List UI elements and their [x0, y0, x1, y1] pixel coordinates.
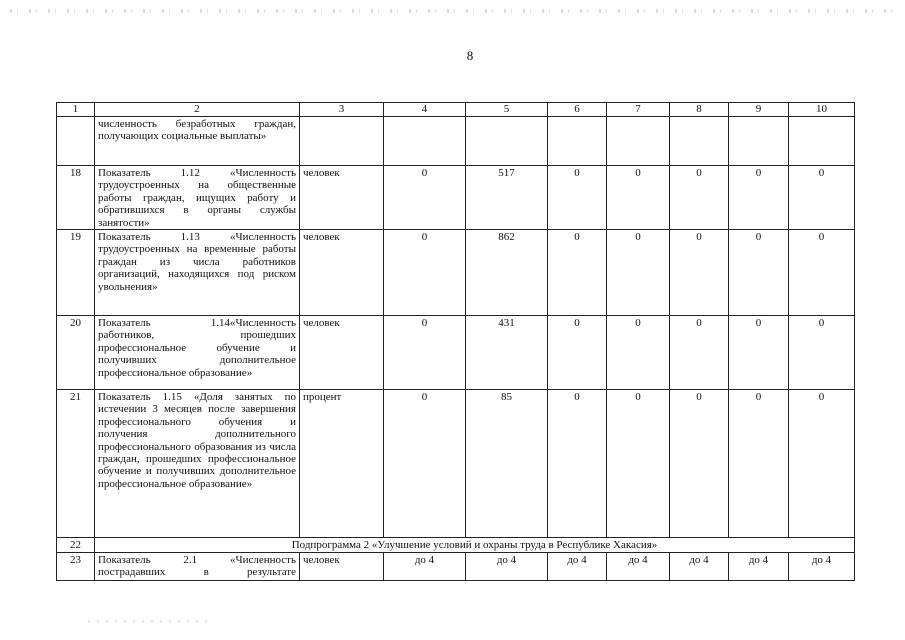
- value-cell: 0: [548, 316, 607, 390]
- value-cell: 0: [548, 166, 607, 230]
- value-cell: [607, 117, 670, 166]
- value-cell: 0: [607, 390, 670, 538]
- value-cell: до 4: [466, 553, 548, 581]
- header-cell: 4: [384, 103, 466, 117]
- value-cell: 431: [466, 316, 548, 390]
- value-cell: 0: [548, 390, 607, 538]
- table-row: [57, 316, 855, 390]
- value-cell: 0: [789, 230, 855, 316]
- value-cell: [670, 117, 729, 166]
- value-cell: 0: [384, 230, 466, 316]
- value-cell: до 4: [789, 553, 855, 581]
- indicator-description: Показатель 1.15 «Доля занятых по истечении 3 месяцев после завершения профессионального обучения и получения дополнительного профессионального образования из числа граждан, прошедших профессиональное обучение и получивших дополнительное профессиональное образование»: [95, 390, 300, 538]
- value-cell: до 4: [384, 553, 466, 581]
- unit-cell: [300, 117, 384, 166]
- value-cell: 0: [729, 390, 789, 538]
- value-cell: 0: [789, 390, 855, 538]
- value-cell: до 4: [548, 553, 607, 581]
- value-cell: 0: [670, 230, 729, 316]
- value-cell: [548, 117, 607, 166]
- value-cell: 0: [607, 166, 670, 230]
- unit-cell: человек: [300, 316, 384, 390]
- value-cell: 0: [789, 166, 855, 230]
- value-cell: [789, 117, 855, 166]
- row-number: 23: [57, 553, 95, 581]
- scan-artifact-bottom: [88, 620, 208, 623]
- value-cell: 0: [384, 316, 466, 390]
- value-cell: до 4: [729, 553, 789, 581]
- indicator-description: Показатель 2.1 «Численность пострадавших в результате: [95, 553, 300, 581]
- value-cell: 0: [607, 230, 670, 316]
- value-cell: 0: [729, 230, 789, 316]
- unit-cell: процент: [300, 390, 384, 538]
- table-row: [57, 390, 855, 538]
- header-cell: 8: [670, 103, 729, 117]
- value-cell: 0: [789, 316, 855, 390]
- unit-cell: человек: [300, 553, 384, 581]
- indicator-description: численность безработных граждан, получающих социальные выплаты»: [95, 117, 300, 166]
- row-number: 22: [57, 538, 95, 553]
- header-cell: 7: [607, 103, 670, 117]
- header-cell: 9: [729, 103, 789, 117]
- value-cell: 85: [466, 390, 548, 538]
- row-number: 20: [57, 316, 95, 390]
- value-cell: 0: [607, 316, 670, 390]
- table-row: [57, 230, 855, 316]
- unit-cell: человек: [300, 166, 384, 230]
- row-number: 18: [57, 166, 95, 230]
- value-cell: [466, 117, 548, 166]
- value-cell: [729, 117, 789, 166]
- value-cell: до 4: [670, 553, 729, 581]
- subprogram-title: Подпрограмма 2 «Улучшение условий и охраны труда в Республике Хакасия»: [95, 538, 855, 553]
- header-cell: 3: [300, 103, 384, 117]
- value-cell: 0: [670, 390, 729, 538]
- header-cell: 6: [548, 103, 607, 117]
- subprogram-row: [57, 538, 855, 553]
- indicator-table-container: [56, 102, 855, 581]
- table-row: [57, 117, 855, 166]
- indicator-description: Показатель 1.13 «Численность трудоустроенных на временные работы граждан из числа работников организаций, находящихся под риском увольнения»: [95, 230, 300, 316]
- table-header-row: [57, 103, 855, 117]
- value-cell: до 4: [607, 553, 670, 581]
- value-cell: 0: [384, 166, 466, 230]
- page-number: 8: [466, 48, 474, 63]
- indicator-description: Показатель 1.14«Численность работников, прошедших профессиональное обучение и получивших дополнительное профессиональное образование»: [95, 316, 300, 390]
- value-cell: 0: [729, 166, 789, 230]
- header-cell: 2: [95, 103, 300, 117]
- indicator-table: [56, 102, 855, 581]
- row-number: 19: [57, 230, 95, 316]
- header-cell: 10: [789, 103, 855, 117]
- row-number: 21: [57, 390, 95, 538]
- header-cell: 1: [57, 103, 95, 117]
- row-number: [57, 117, 95, 166]
- indicator-description: Показатель 1.12 «Численность трудоустроенных на общественные работы граждан, ищущих работу и обратившихся в органы службы занятости»: [95, 166, 300, 230]
- value-cell: 0: [729, 316, 789, 390]
- value-cell: 862: [466, 230, 548, 316]
- value-cell: 0: [548, 230, 607, 316]
- value-cell: 0: [670, 316, 729, 390]
- value-cell: 0: [384, 390, 466, 538]
- unit-cell: человек: [300, 230, 384, 316]
- value-cell: 0: [670, 166, 729, 230]
- table-row: [57, 553, 855, 581]
- value-cell: [384, 117, 466, 166]
- scan-artifact-top: [10, 9, 895, 13]
- table-row: [57, 166, 855, 230]
- value-cell: 517: [466, 166, 548, 230]
- header-cell: 5: [466, 103, 548, 117]
